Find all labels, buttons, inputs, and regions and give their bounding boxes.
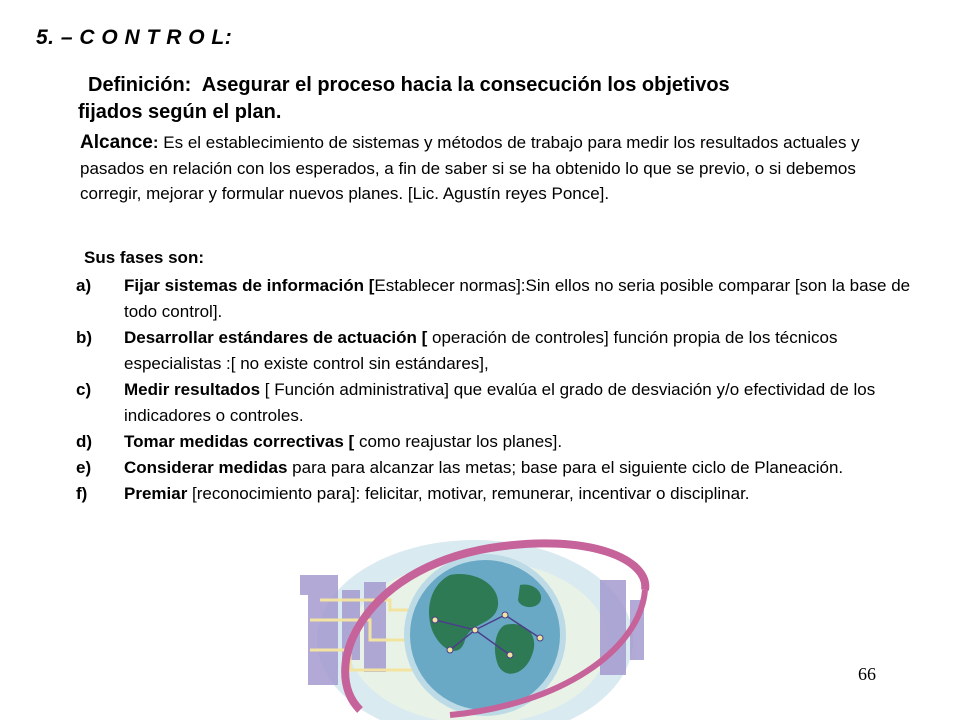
list-item-bold: Medir resultados xyxy=(124,380,261,399)
list-item-text: [reconocimiento para]: felicitar, motivar, remunerar, incentivar o disciplinar. xyxy=(187,484,750,503)
list-marker: c) xyxy=(76,380,92,399)
definition-block xyxy=(78,72,898,126)
definition-text-2: fijados según el plan. xyxy=(78,101,282,123)
list-item-bold: Premiar xyxy=(124,484,188,503)
scope-label: Alcance xyxy=(80,132,153,153)
page-number: 66 xyxy=(858,664,876,684)
definition-text-1: Asegurar el proceso hacia la consecución los objetivos xyxy=(201,74,730,96)
list-marker: e) xyxy=(76,458,92,477)
list-marker: d) xyxy=(76,432,93,451)
list-item-bold: Desarrollar estándares de actuación [ xyxy=(124,328,428,347)
list-item-text: para para alcanzar las metas; base para el siguiente ciclo de Planeación. xyxy=(287,458,844,477)
definition-label: Definición: xyxy=(88,74,192,96)
globe-network-icon xyxy=(300,530,680,720)
list-item-text: como reajustar los planes]. xyxy=(354,432,563,451)
list-item-text: operación de controles] función propia de los técnicos especialistas :[ no existe control sin estándares], xyxy=(124,328,838,373)
scope-block xyxy=(80,130,900,207)
slide-title: 5. – C O N T R O L: xyxy=(36,26,233,49)
list-item xyxy=(76,377,936,429)
list-marker: b) xyxy=(76,328,93,347)
list-item-text: Establecer normas]:Sin ellos no seria posible comparar [son la base de todo control]. xyxy=(124,276,911,321)
scope-colon: : xyxy=(152,133,159,152)
scope-text: Es el establecimiento de sistemas y métodos de trabajo para medir los resultados actuales y pasados en relación con los esperados, a fin de saber si se ha obtenido lo que se previo, o si debemos corregir, mejorar y formular nuevos planes. [Lic. Agustín reyes Ponce]. xyxy=(80,133,860,203)
list-item xyxy=(76,481,936,507)
list-item xyxy=(76,273,936,325)
list-item xyxy=(76,455,936,481)
list-item-bold: Fijar sistemas de información [ xyxy=(124,276,375,295)
list-marker: f) xyxy=(76,484,88,503)
list-item-bold: Considerar medidas xyxy=(124,458,288,477)
list-item-bold: Tomar medidas correctivas [ xyxy=(124,432,355,451)
list-item xyxy=(76,429,936,455)
phases-heading: Sus fases son: xyxy=(84,248,204,267)
list-item xyxy=(76,325,936,377)
list-marker: a) xyxy=(76,276,92,295)
list-item-text: [ Función administrativa] que evalúa el grado de desviación y/o efectividad de los indicadores o controles. xyxy=(124,380,876,425)
phases-list xyxy=(76,273,936,507)
